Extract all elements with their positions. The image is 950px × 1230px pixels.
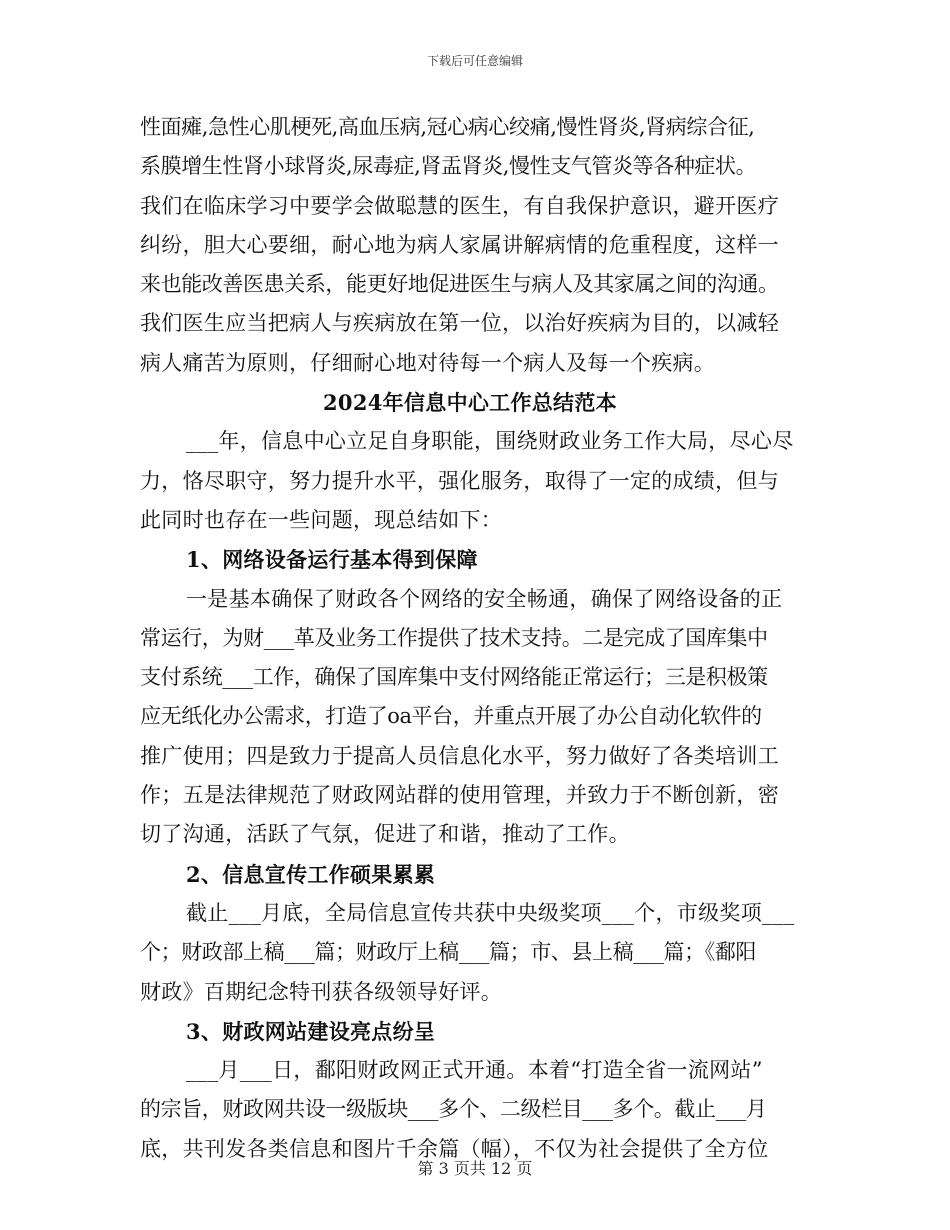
- body-line: 财政》百期纪念特刊获各级领导好评。: [140, 979, 503, 1004]
- body-line: 此同时也存在一些问题，现总结如下：: [140, 507, 503, 532]
- page-footer: 第 3 页共 12 页: [417, 1159, 533, 1178]
- body-line: 病人痛苦为原则，仔细耐心地对待每一个病人及每一个疾病。: [140, 350, 716, 375]
- section-heading: 3、财政网站建设亮点纷呈: [186, 1018, 436, 1044]
- body-line: 推广使用；四是致力于提高人员信息化水平，努力做好了各类培训工: [140, 743, 779, 768]
- document-body: [140, 108, 820, 1169]
- body-line: ___年，信息中心立足自身职能，围绕财政业务工作大局，尽心尽: [186, 429, 794, 454]
- document-title: 2024年信息中心工作总结范本: [323, 390, 617, 416]
- page-header: 下载后可任意编辑: [426, 54, 523, 68]
- section-heading: 2、信息宣传工作硕果累累: [186, 861, 436, 887]
- body-line: ___月___日，鄱阳财政网正式开通。本着“打造全省一流网站”: [186, 1058, 763, 1083]
- body-line: 底，共刊发各类信息和图片千余篇（幅），不仅为社会提供了全方位: [140, 1136, 769, 1161]
- body-line: 性面瘫,急性心肌梗死,高血压病,冠心病心绞痛,慢性肾炎,肾病综合征,: [140, 115, 755, 139]
- body-line: 支付系统___工作，确保了国库集中支付网络能正常运行；三是积极策: [140, 665, 768, 690]
- section-heading: 1、网络设备运行基本得到保障: [186, 547, 478, 573]
- body-line: 作；五是法律规范了财政网站群的使用管理，并致力于不断创新，密: [140, 783, 779, 808]
- body-line: 应无纸化办公需求，打造了oa平台，并重点开展了办公自动化软件的: [140, 704, 762, 729]
- body-line: 系膜增生性肾小球肾炎,尿毒症,肾盂肾炎,慢性支气管炎等各种症状。: [140, 154, 757, 179]
- body-line: 截止___月底，全局信息宣传共获中央级奖项___个，市级奖项___: [186, 900, 795, 925]
- body-line: 力，恪尽职守，努力提升水平，强化服务，取得了一定的成绩，但与: [140, 468, 779, 493]
- body-line: 我们在临床学习中要学会做聪慧的医生，有自我保护意识，避开医疗: [140, 193, 779, 218]
- body-line: 我们医生应当把病人与疾病放在第一位，以治好疾病为目的，以减轻: [140, 311, 779, 336]
- body-line: 来也能改善医患关系，能更好地促进医生与病人及其家属之间的沟通。: [140, 272, 779, 297]
- body-line: 的宗旨，财政网共设一级版块___多个、二级栏目___多个。截止___月: [140, 1097, 767, 1122]
- body-line: 个；财政部上稿___篇；财政厅上稿___篇；市、县上稿___篇；《鄱阳: [140, 940, 756, 965]
- body-line: 常运行，为财___革及业务工作提供了技术支持。二是完成了国库集中: [140, 625, 768, 650]
- body-line: 一是基本确保了财政各个网络的安全畅通，确保了网络设备的正: [186, 586, 783, 611]
- body-line: 纠纷，胆大心要细，耐心地为病人家属讲解病情的危重程度，这样一: [140, 232, 779, 257]
- body-line: 切了沟通，活跃了气氛，促进了和谐，推动了工作。: [140, 822, 630, 847]
